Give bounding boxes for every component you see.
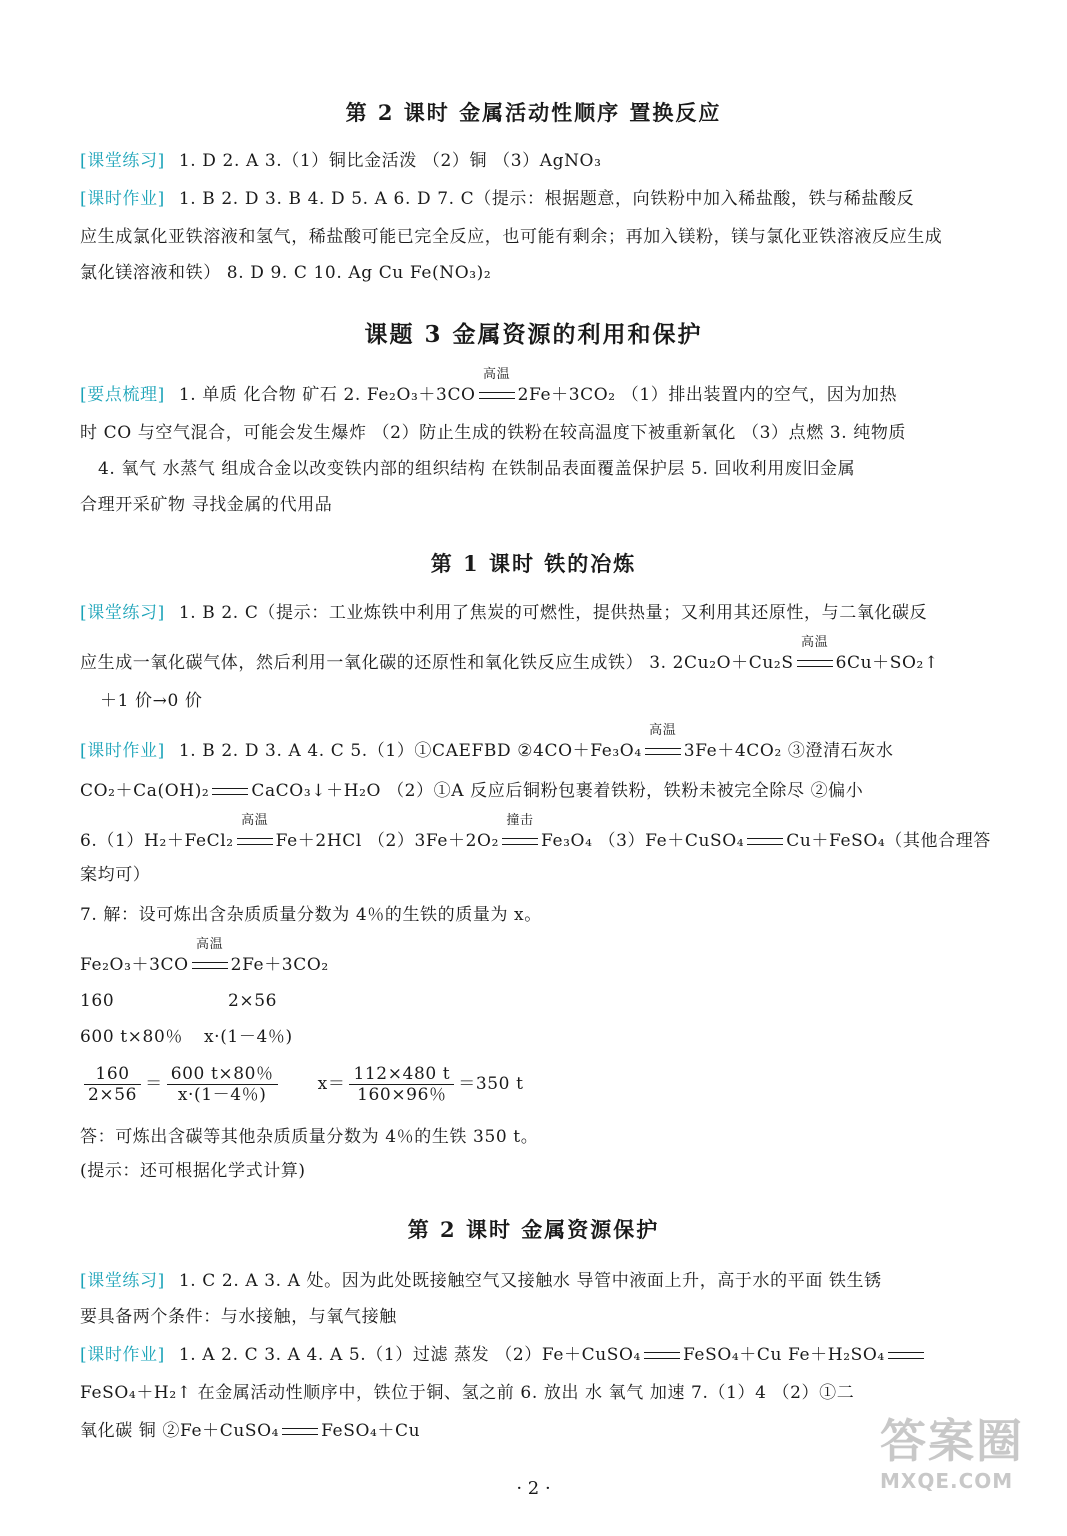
calc-proportion <box>80 1062 1010 1106</box>
answer-line: 时 CO 与空气混合，可能会发生爆炸 （2）防止生成的铁粉在较高温度下被重新氧化 （3）点燃 3. 纯物质 <box>80 423 907 443</box>
fraction-denominator: 160×96％ <box>357 1085 447 1105</box>
calc-equation <box>80 937 1010 976</box>
answer-text: 氧化碳 铜 ②Fe＋CuSO₄ <box>80 1421 280 1441</box>
equals-bar <box>502 838 538 845</box>
answer-text: CO₂＋Ca(OH)₂ <box>80 781 210 801</box>
condition-label: 高温 <box>649 723 677 738</box>
answer-text: Cu＋FeSO₄（其他合理答 <box>786 831 991 851</box>
answer-line: 要具备两个条件：与水接触，与氧气接触 <box>80 1307 397 1327</box>
calc-hint: (提示：还可根据化学式计算) <box>80 1161 306 1181</box>
reaction-condition <box>190 937 230 976</box>
answer-text: 1. B 2. C（提示：工业炼铁中利用了焦炭的可燃性，提供热量；又利用其还原性，与二氧化碳反 <box>178 603 928 623</box>
answer-text: 3Fe＋4CO₂ ③澄清石灰水 <box>683 741 894 761</box>
equals-sign <box>886 1344 926 1366</box>
homework-tag: [课时作业] <box>80 741 165 761</box>
calc-answer: 答：可炼出含碳等其他杂质质量分数为 4％的生铁 350 t。 <box>80 1127 539 1147</box>
answer-line: 4. 氧气 水蒸气 组成合金以改变铁内部的组织结构 在铁制品表面覆盖保护层 5. 回收利用废旧金属 <box>98 459 856 479</box>
equals-bar <box>479 392 515 399</box>
answer-text: 6Cu＋SO₂↑ <box>835 653 939 673</box>
equals-bar <box>888 1352 924 1359</box>
answer-text: FeSO₄＋Cu Fe＋H₂SO₄ <box>682 1345 885 1365</box>
classroom-practice-line <box>80 1270 1010 1292</box>
fraction-numerator: 112×480 t <box>349 1064 454 1085</box>
answer-line: ＋1 价→0 价 <box>100 691 203 711</box>
classroom-practice-tag: [课堂练习] <box>80 151 165 171</box>
classroom-practice-line <box>80 150 1010 172</box>
answer-text: 1. A 2. C 3. A 4. A 5.（1）过滤 蒸发 （2）Fe＋CuSO₄ <box>178 1345 641 1365</box>
equals-sign <box>642 1344 682 1366</box>
reaction-condition <box>643 723 683 762</box>
equals-bar <box>644 1352 680 1359</box>
calc-value: x·(1－4％) <box>204 1027 293 1047</box>
section-title-topic3: 课题 3 金属资源的利用和保护 <box>364 321 703 348</box>
answer-text: 6.（1）H₂＋FeCl₂ <box>80 831 234 851</box>
equals-bar <box>747 838 783 845</box>
page-number: · 2 · <box>516 1478 551 1499</box>
answer-line: 合理开采矿物 寻找金属的代用品 <box>80 495 333 515</box>
fraction-denominator: 2×56 <box>88 1085 138 1105</box>
condition-label: 高温 <box>800 635 829 650</box>
equals-bar <box>282 1428 318 1435</box>
answer-text: Fe₃O₄ （3）Fe＋CuSO₄ <box>541 831 745 851</box>
answer-line: 应生成氯化亚铁溶液和氢气，稀盐酸可能已完全反应，也可能有剩余；再加入镁粉，镁与氯化亚铁溶液反应生成 <box>80 227 943 247</box>
condition-label: 高温 <box>241 813 269 828</box>
answer-text: 2Fe＋3CO₂ （1）排出装置内的空气，因为加热 <box>517 385 898 405</box>
fraction-numerator: 160 <box>84 1064 141 1085</box>
reaction-condition <box>477 367 517 406</box>
equals-bar <box>192 962 228 969</box>
answer-text: 1. B 2. D 3. B 4. D 5. A 6. D 7. C（提示：根据题意，向铁粉中加入稀盐酸，铁与稀盐酸反 <box>178 189 915 209</box>
answer-text: 1. 单质 化合物 矿石 2. Fe₂O₃＋3CO <box>178 385 476 405</box>
fraction <box>84 1064 141 1105</box>
condition-label: 撞击 <box>506 813 534 828</box>
answer-text: 1. C 2. A 3. A 处。因为此处既接触空气又接触水 导管中液面上升，高于水的平面 铁生锈 <box>178 1271 882 1291</box>
reaction-condition <box>500 813 540 852</box>
classroom-practice-tag: [课堂练习] <box>80 1271 165 1291</box>
calc-intro: 7. 解：设可炼出含杂质质量分数为 4％的生铁的质量为 x。 <box>80 905 542 925</box>
answer-text: 1. D 2. A 3.（1）铜比金活泼 （2）铜 （3）AgNO₃ <box>178 151 602 171</box>
key-points-tag: [要点梳理] <box>80 385 165 405</box>
watermark-text: 答案圈 <box>880 1414 1024 1468</box>
answer-text: FeSO₄＋Cu <box>321 1421 421 1441</box>
equals-sign <box>210 780 250 802</box>
fraction-numerator: 600 t×80％ <box>167 1064 278 1085</box>
answer-line <box>80 780 1010 802</box>
answer-text: Fe＋2HCl （2）3Fe＋2O₂ <box>275 831 500 851</box>
homework-line <box>80 188 1010 210</box>
fraction <box>167 1064 278 1105</box>
watermark-logo <box>880 1405 1050 1515</box>
reaction-condition <box>235 813 275 852</box>
equals-bar <box>645 748 681 755</box>
homework-tag: [课时作业] <box>80 1345 165 1365</box>
fraction <box>349 1064 454 1105</box>
x-label: x＝ <box>317 1074 346 1094</box>
equals-bar <box>797 660 833 667</box>
condition-label: 高温 <box>482 367 511 382</box>
calc-value: 600 t×80％ <box>80 1027 183 1047</box>
homework-line <box>80 1344 1010 1366</box>
equals-bar <box>212 788 248 795</box>
condition-label: 高温 <box>196 937 224 952</box>
x-result: ＝350 t <box>458 1074 524 1094</box>
answer-line: FeSO₄＋H₂↑ 在金属活动性顺序中，铁位于铜、氢之前 6. 放出 水 氧气 加速 7.（1）4 （2）①二 <box>80 1383 855 1403</box>
answer-line <box>80 635 1010 674</box>
equals-text: ＝ <box>145 1074 163 1094</box>
equals-sign <box>745 830 785 852</box>
calc-mass-row <box>80 1026 1010 1048</box>
answer-text: 2Fe＋3CO₂ <box>230 955 329 975</box>
answer-line <box>80 1420 1010 1442</box>
classroom-practice-line <box>80 602 1010 624</box>
equals-bar <box>237 838 273 845</box>
section-title-lesson2-protection: 第 2 课时 金属资源保护 <box>407 1217 660 1242</box>
answer-line <box>80 813 1010 852</box>
answer-line: 案均可） <box>80 865 151 885</box>
calc-value: 2×56 <box>228 991 278 1011</box>
key-points-line <box>80 367 1010 406</box>
watermark-url: MXQE.COM <box>880 1469 1014 1493</box>
fraction-denominator: x·(1－4％) <box>177 1085 267 1105</box>
section-title-lesson1-iron: 第 1 课时 铁的冶炼 <box>430 551 637 576</box>
classroom-practice-tag: [课堂练习] <box>80 603 165 623</box>
answer-line: 氯化镁溶液和铁） 8. D 9. C 10. Ag Cu Fe(NO₃)₂ <box>80 263 492 283</box>
homework-line <box>80 723 1010 762</box>
answer-text: 1. B 2. D 3. A 4. C 5.（1）①CAEFBD ②4CO＋Fe₃O₄ <box>178 741 642 761</box>
answer-text: Fe₂O₃＋3CO <box>80 955 189 975</box>
reaction-condition <box>795 635 835 674</box>
section-title-lesson2-activity: 第 2 课时 金属活动性顺序 置换反应 <box>345 100 722 125</box>
calc-value: 160 <box>80 991 115 1011</box>
homework-tag: [课时作业] <box>80 189 165 209</box>
answer-text: CaCO₃↓＋H₂O （2）①A 反应后铜粉包裹着铁粉，铁粉未被完全除尽 ②偏小 <box>251 781 864 801</box>
equals-sign <box>280 1420 320 1442</box>
calc-molar-row <box>80 990 1010 1012</box>
answer-text: 应生成一氧化碳气体，然后利用一氧化碳的还原性和氧化铁反应生成铁） 3. 2Cu₂O＋Cu₂S <box>80 653 794 673</box>
